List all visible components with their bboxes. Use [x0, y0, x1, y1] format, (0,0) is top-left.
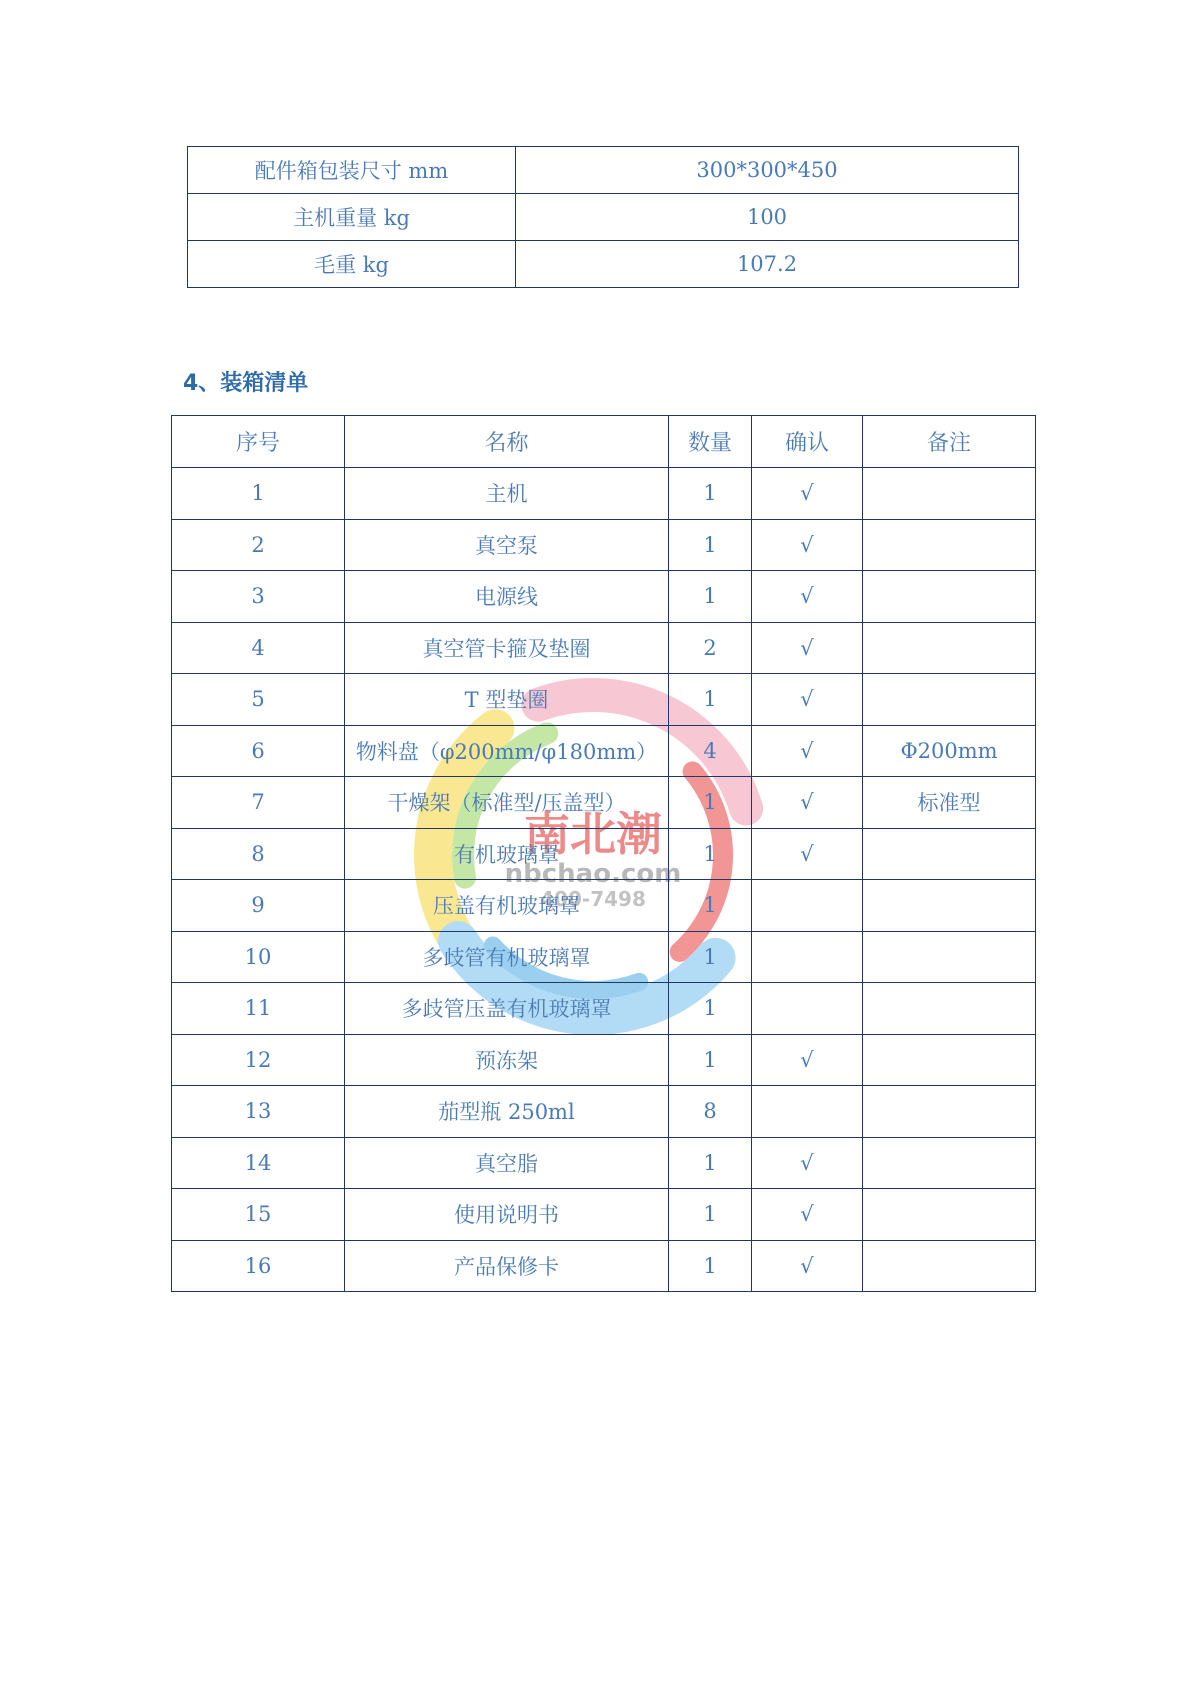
header-qty: 数量 — [669, 416, 752, 468]
watermark-brand: 南北潮 — [524, 807, 662, 861]
cell-name: 真空泵 — [345, 519, 669, 571]
table-row — [172, 468, 1036, 520]
cell-check — [752, 1086, 863, 1138]
cell-name: 茄型瓶 250ml — [345, 1086, 669, 1138]
cell-name: 预冻架 — [345, 1034, 669, 1086]
cell-qty: 1 — [669, 571, 752, 623]
packing-list-table — [171, 415, 1036, 1292]
cell-qty: 1 — [669, 1034, 752, 1086]
cell-note — [863, 571, 1036, 623]
cell-qty: 1 — [669, 1137, 752, 1189]
cell-check: √ — [752, 622, 863, 674]
table-row — [172, 880, 1036, 932]
cell-check: √ — [752, 519, 863, 571]
spec-value: 107.2 — [516, 241, 1019, 288]
cell-note: 标准型 — [863, 777, 1036, 829]
cell-note — [863, 1137, 1036, 1189]
cell-no: 16 — [172, 1240, 345, 1292]
cell-check: √ — [752, 1034, 863, 1086]
cell-qty: 1 — [669, 983, 752, 1035]
cell-name: T 型垫圈 — [345, 674, 669, 726]
spec-value: 100 — [516, 194, 1019, 241]
cell-no: 8 — [172, 828, 345, 880]
cell-no: 12 — [172, 1034, 345, 1086]
cell-check: √ — [752, 777, 863, 829]
cell-note — [863, 674, 1036, 726]
table-row — [172, 519, 1036, 571]
cell-check: √ — [752, 1137, 863, 1189]
cell-qty: 1 — [669, 1189, 752, 1241]
cell-qty: 1 — [669, 468, 752, 520]
cell-name: 多歧管压盖有机玻璃罩 — [345, 983, 669, 1035]
cell-note — [863, 1189, 1036, 1241]
spec-table — [187, 146, 1019, 288]
cell-name: 多歧管有机玻璃罩 — [345, 931, 669, 983]
cell-no: 11 — [172, 983, 345, 1035]
spec-label: 配件箱包装尺寸 mm — [188, 147, 516, 194]
cell-name: 有机玻璃罩 — [345, 828, 669, 880]
cell-name: 真空管卡箍及垫圈 — [345, 622, 669, 674]
cell-qty: 1 — [669, 1240, 752, 1292]
cell-no: 7 — [172, 777, 345, 829]
table-row — [172, 983, 1036, 1035]
cell-check: √ — [752, 674, 863, 726]
table-header-row — [172, 416, 1036, 468]
cell-name: 物料盘（φ200mm/φ180mm） — [345, 725, 669, 777]
cell-no: 9 — [172, 880, 345, 932]
table-row — [172, 622, 1036, 674]
spec-value: 300*300*450 — [516, 147, 1019, 194]
cell-qty: 1 — [669, 931, 752, 983]
cell-note — [863, 1034, 1036, 1086]
cell-no: 5 — [172, 674, 345, 726]
header-name: 名称 — [345, 416, 669, 468]
spec-label: 毛重 kg — [188, 241, 516, 288]
cell-check: √ — [752, 725, 863, 777]
table-row — [172, 571, 1036, 623]
cell-check: √ — [752, 1240, 863, 1292]
cell-check: √ — [752, 1189, 863, 1241]
table-row — [172, 828, 1036, 880]
cell-note — [863, 880, 1036, 932]
cell-name: 主机 — [345, 468, 669, 520]
cell-qty: 8 — [669, 1086, 752, 1138]
spec-label: 主机重量 kg — [188, 194, 516, 241]
cell-check: √ — [752, 571, 863, 623]
cell-qty: 2 — [669, 622, 752, 674]
header-check: 确认 — [752, 416, 863, 468]
cell-no: 2 — [172, 519, 345, 571]
header-no: 序号 — [172, 416, 345, 468]
cell-note: Φ200mm — [863, 725, 1036, 777]
cell-check: √ — [752, 468, 863, 520]
cell-no: 10 — [172, 931, 345, 983]
cell-check — [752, 931, 863, 983]
cell-qty: 1 — [669, 828, 752, 880]
cell-name: 使用说明书 — [345, 1189, 669, 1241]
cell-no: 13 — [172, 1086, 345, 1138]
cell-no: 14 — [172, 1137, 345, 1189]
watermark-site: nbchao.com — [504, 859, 682, 889]
cell-check: √ — [752, 828, 863, 880]
cell-no: 4 — [172, 622, 345, 674]
table-row — [172, 1034, 1036, 1086]
cell-qty: 1 — [669, 880, 752, 932]
cell-no: 15 — [172, 1189, 345, 1241]
spec-row — [188, 194, 1019, 241]
cell-note — [863, 983, 1036, 1035]
spec-row — [188, 241, 1019, 288]
cell-note — [863, 1086, 1036, 1138]
table-row — [172, 1189, 1036, 1241]
cell-no: 6 — [172, 725, 345, 777]
cell-qty: 1 — [669, 519, 752, 571]
cell-note — [863, 468, 1036, 520]
spec-row — [188, 147, 1019, 194]
table-row — [172, 1086, 1036, 1138]
cell-name: 产品保修卡 — [345, 1240, 669, 1292]
table-row — [172, 725, 1036, 777]
cell-qty: 1 — [669, 777, 752, 829]
watermark-phone: 400-7498 — [540, 887, 646, 911]
cell-note — [863, 1240, 1036, 1292]
table-row — [172, 1137, 1036, 1189]
cell-name: 干燥架（标准型/压盖型） — [345, 777, 669, 829]
cell-note — [863, 931, 1036, 983]
cell-check — [752, 880, 863, 932]
table-row — [172, 1240, 1036, 1292]
header-note: 备注 — [863, 416, 1036, 468]
cell-qty: 1 — [669, 674, 752, 726]
table-row — [172, 931, 1036, 983]
table-row — [172, 777, 1036, 829]
cell-qty: 4 — [669, 725, 752, 777]
cell-name: 真空脂 — [345, 1137, 669, 1189]
cell-name: 压盖有机玻璃罩 — [345, 880, 669, 932]
cell-note — [863, 622, 1036, 674]
cell-no: 3 — [172, 571, 345, 623]
cell-note — [863, 828, 1036, 880]
table-row — [172, 674, 1036, 726]
cell-name: 电源线 — [345, 571, 669, 623]
cell-note — [863, 519, 1036, 571]
cell-no: 1 — [172, 468, 345, 520]
packing-list-heading: 4、装箱清单 — [183, 371, 309, 396]
cell-check — [752, 983, 863, 1035]
